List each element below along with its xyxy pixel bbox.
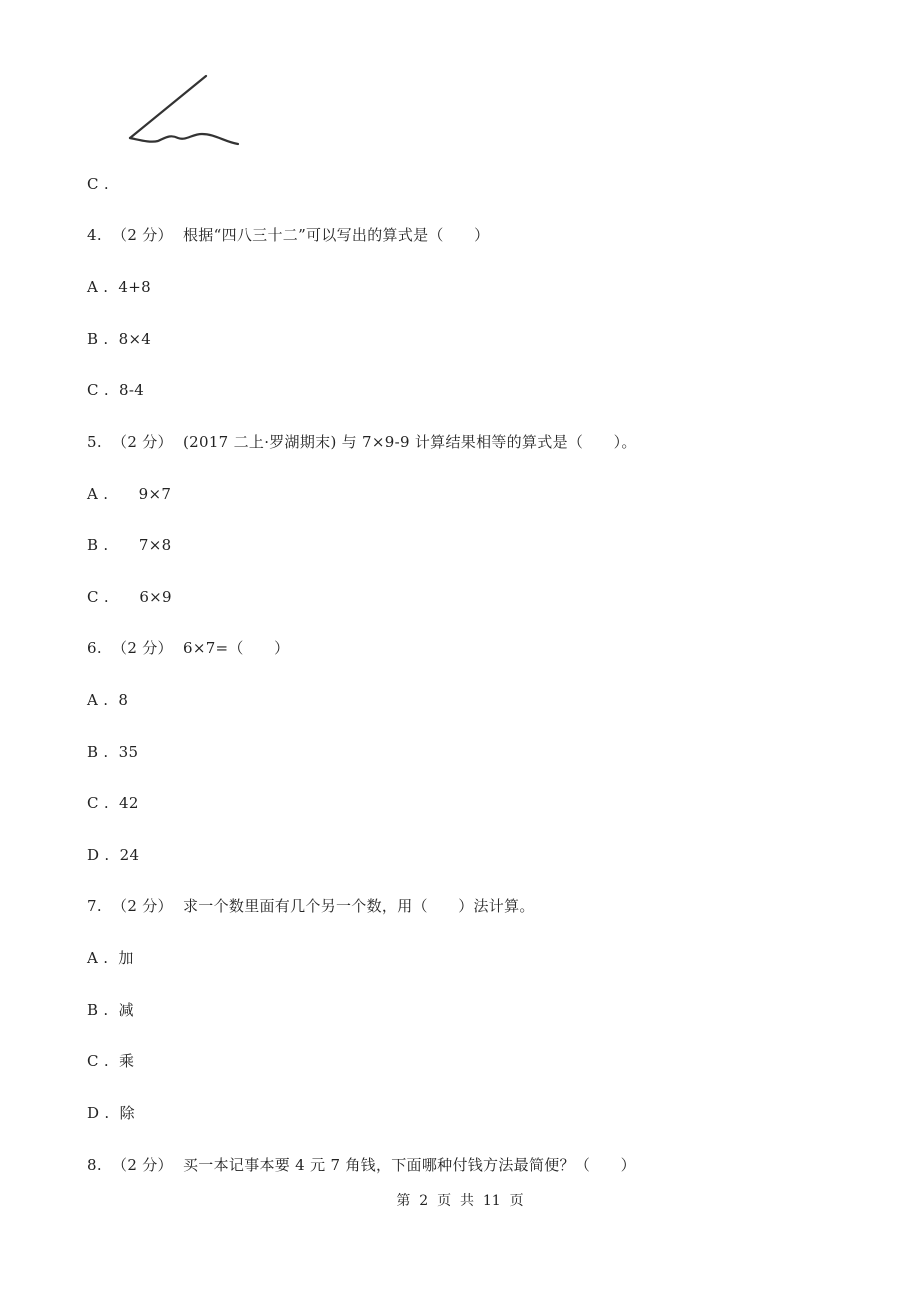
question-5-option-a[interactable]: A . 9×7 [87, 485, 172, 503]
angle-drawing-icon [120, 68, 250, 154]
question-7-option-a[interactable]: A . 加 [87, 949, 134, 967]
question-7-option-d[interactable]: D . 除 [87, 1104, 135, 1122]
question-7-option-c[interactable]: C . 乘 [87, 1052, 135, 1070]
question-4-stem: 4. （2 分） 根据“四八三十二”可以写出的算式是（ ） [87, 226, 490, 244]
question-5-option-c[interactable]: C . 6×9 [87, 588, 172, 606]
question-6-stem: 6. （2 分） 6×7=（ ） [87, 639, 290, 657]
question-8-stem: 8. （2 分） 买一本记事本要 4 元 7 角钱，下面哪种付钱方法最简便？（ ） [87, 1156, 636, 1174]
question-6-option-c[interactable]: C . 42 [87, 794, 139, 812]
question-6-option-b[interactable]: B . 35 [87, 743, 139, 761]
question-5-stem: 5. （2 分） (2017 二上·罗湖期末) 与 7×9-9 计算结果相等的算式是（ ）。 [87, 433, 637, 451]
option-c-label[interactable]: C . [87, 175, 109, 193]
question-4-option-b[interactable]: B . 8×4 [87, 330, 152, 348]
question-4-option-a[interactable]: A . 4+8 [87, 278, 151, 296]
question-7-stem: 7. （2 分） 求一个数里面有几个另一个数，用（ ）法计算。 [87, 897, 535, 915]
question-6-option-d[interactable]: D . 24 [87, 846, 140, 864]
question-4-option-c[interactable]: C . 8-4 [87, 381, 145, 399]
page-footer: 第 2 页 共 11 页 [396, 1193, 524, 1209]
question-5-option-b[interactable]: B . 7×8 [87, 536, 172, 554]
question-6-option-a[interactable]: A . 8 [87, 691, 129, 709]
question-7-option-b[interactable]: B . 减 [87, 1001, 134, 1019]
